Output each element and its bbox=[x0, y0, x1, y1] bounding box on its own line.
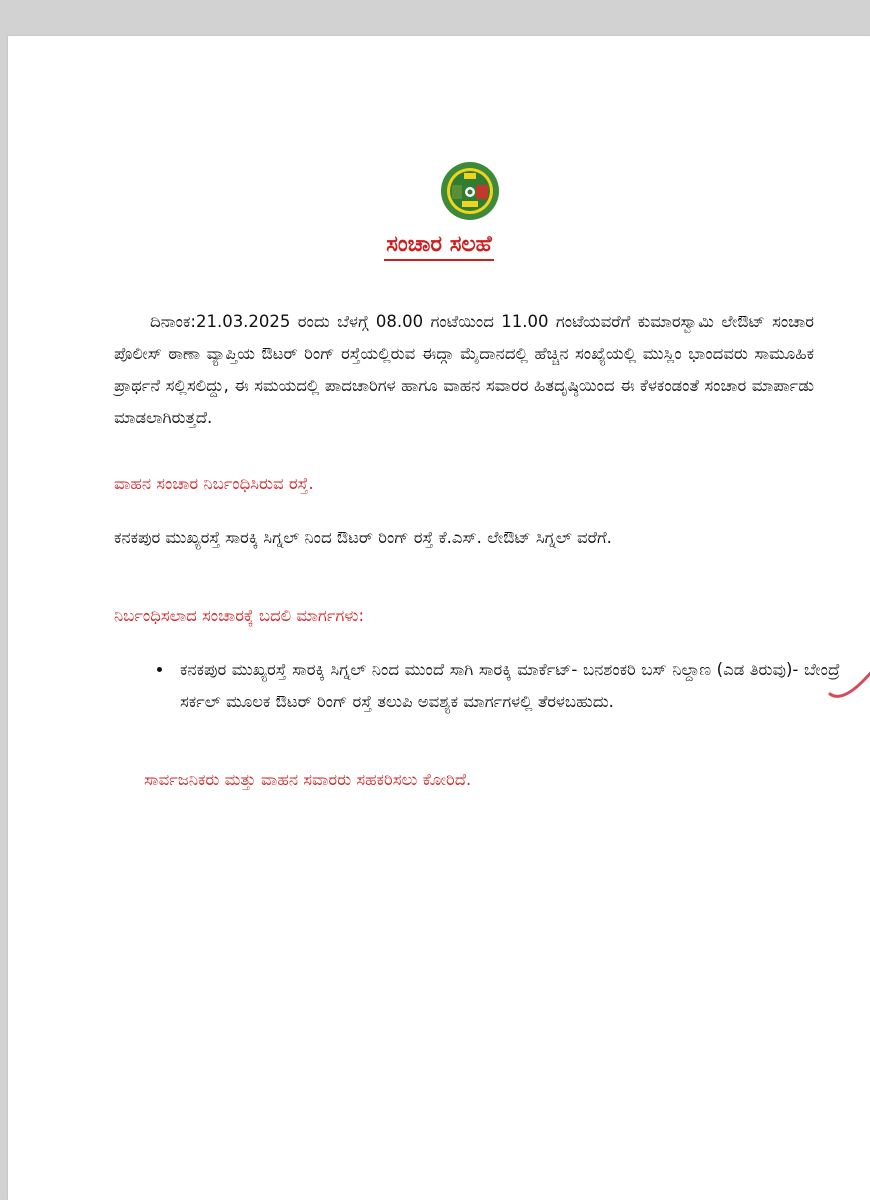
alternate-routes-list bbox=[148, 654, 840, 718]
restricted-road-heading: ವಾಹನ ಸಂಚಾರ ನಿರ್ಬಂಧಿಸಿರುವ ರಸ್ತೆ. bbox=[114, 474, 314, 493]
intro-paragraph: ದಿನಾಂಕ:21.03.2025 ರಂದು ಬೆಳಗ್ಗೆ 08.00 ಗಂಟೆಯಿಂದ 11.00 ಗಂಟೆಯವರೆಗೆ ಕುಮಾರಸ್ವಾಮಿ ಲೇಔಟ್ ಸಂಚಾರ ಪೊಲೀಸ್ ಠಾಣಾ ವ್ಯಾಪ್ತಿಯ ಔಟರ್ ರಿಂಗ್ ರಸ್ತೆಯಲ್ಲಿರುವ ಈದ್ಗಾ ಮೈದಾನದಲ್ಲಿ ಹೆಚ್ಚಿನ ಸಂಖ್ಯೆಯಲ್ಲಿ ಮುಸ್ಲಿಂ ಭಾಂದವರು ಸಾಮೂಹಿಕ ಪ್ರಾರ್ಥನೆ ಸಲ್ಲಿಸಲಿದ್ದು, ಈ ಸಮಯದಲ್ಲಿ ಪಾದಚಾರಿಗಳ ಹಾಗೂ ವಾಹನ ಸವಾರರ ಹಿತದೃಷ್ಠಿಯಿಂದ ಈ ಕೆಳಕಂಡಂತೆ ಸಂಚಾರ ಮಾರ್ಪಾಡು ಮಾಡಲಾಗಿರುತ್ತದೆ. bbox=[114, 312, 814, 427]
document-title bbox=[8, 232, 870, 257]
alternate-routes-heading: ನಿರ್ಬಂಧಿಸಲಾದ ಸಂಚಾರಕ್ಕೆ ಬದಲಿ ಮಾರ್ಗಗಳು: bbox=[114, 606, 365, 625]
document-title-text: ಸಂಚಾರ ಸಲಹೆ bbox=[384, 232, 494, 261]
list-item: • ಕನಕಪುರ ಮುಖ್ಯರಸ್ತೆ ಸಾರಕ್ಕಿ ಸಿಗ್ನಲ್ ನಿಂದ ಮುಂದೆ ಸಾಗಿ ಸಾರಕ್ಕಿ ಮಾರ್ಕೆಟ್- ಬನಶಂಕರಿ ಬಸ್ ನಿಲ್ದಾಣ (ಎಡ ತಿರುವು)- ಬೇಂದ್ರೆ ಸರ್ಕಲ್ ಮೂಲಕ ಔಟರ್ ರಿಂಗ್ ರಸ್ತೆ ತಲುಪಿ ಅವಶ್ಯಕ ಮಾರ್ಗಗಳಲ್ಲಿ ತೆರಳಬಹುದು. bbox=[174, 654, 840, 718]
restricted-road-text: ಕನಕಪುರ ಮುಖ್ಯರಸ್ತೆ ಸಾರಕ್ಕಿ ಸಿಗ್ನಲ್ ನಿಂದ ಔಟರ್ ರಿಂಗ್ ರಸ್ತೆ ಕೆ.ಎಸ್. ಲೇಔಟ್ ಸಿಗ್ನಲ್ ವರೆಗೆ. bbox=[114, 528, 612, 547]
pen-mark-icon bbox=[828, 656, 870, 706]
traffic-police-emblem-icon bbox=[440, 161, 500, 221]
closing-request: ಸಾರ್ವಜನಿಕರು ಮತ್ತು ವಾಹನ ಸವಾರರು ಸಹಕರಿಸಲು ಕೋರಿದೆ. bbox=[144, 770, 472, 789]
document-page bbox=[8, 36, 870, 1200]
